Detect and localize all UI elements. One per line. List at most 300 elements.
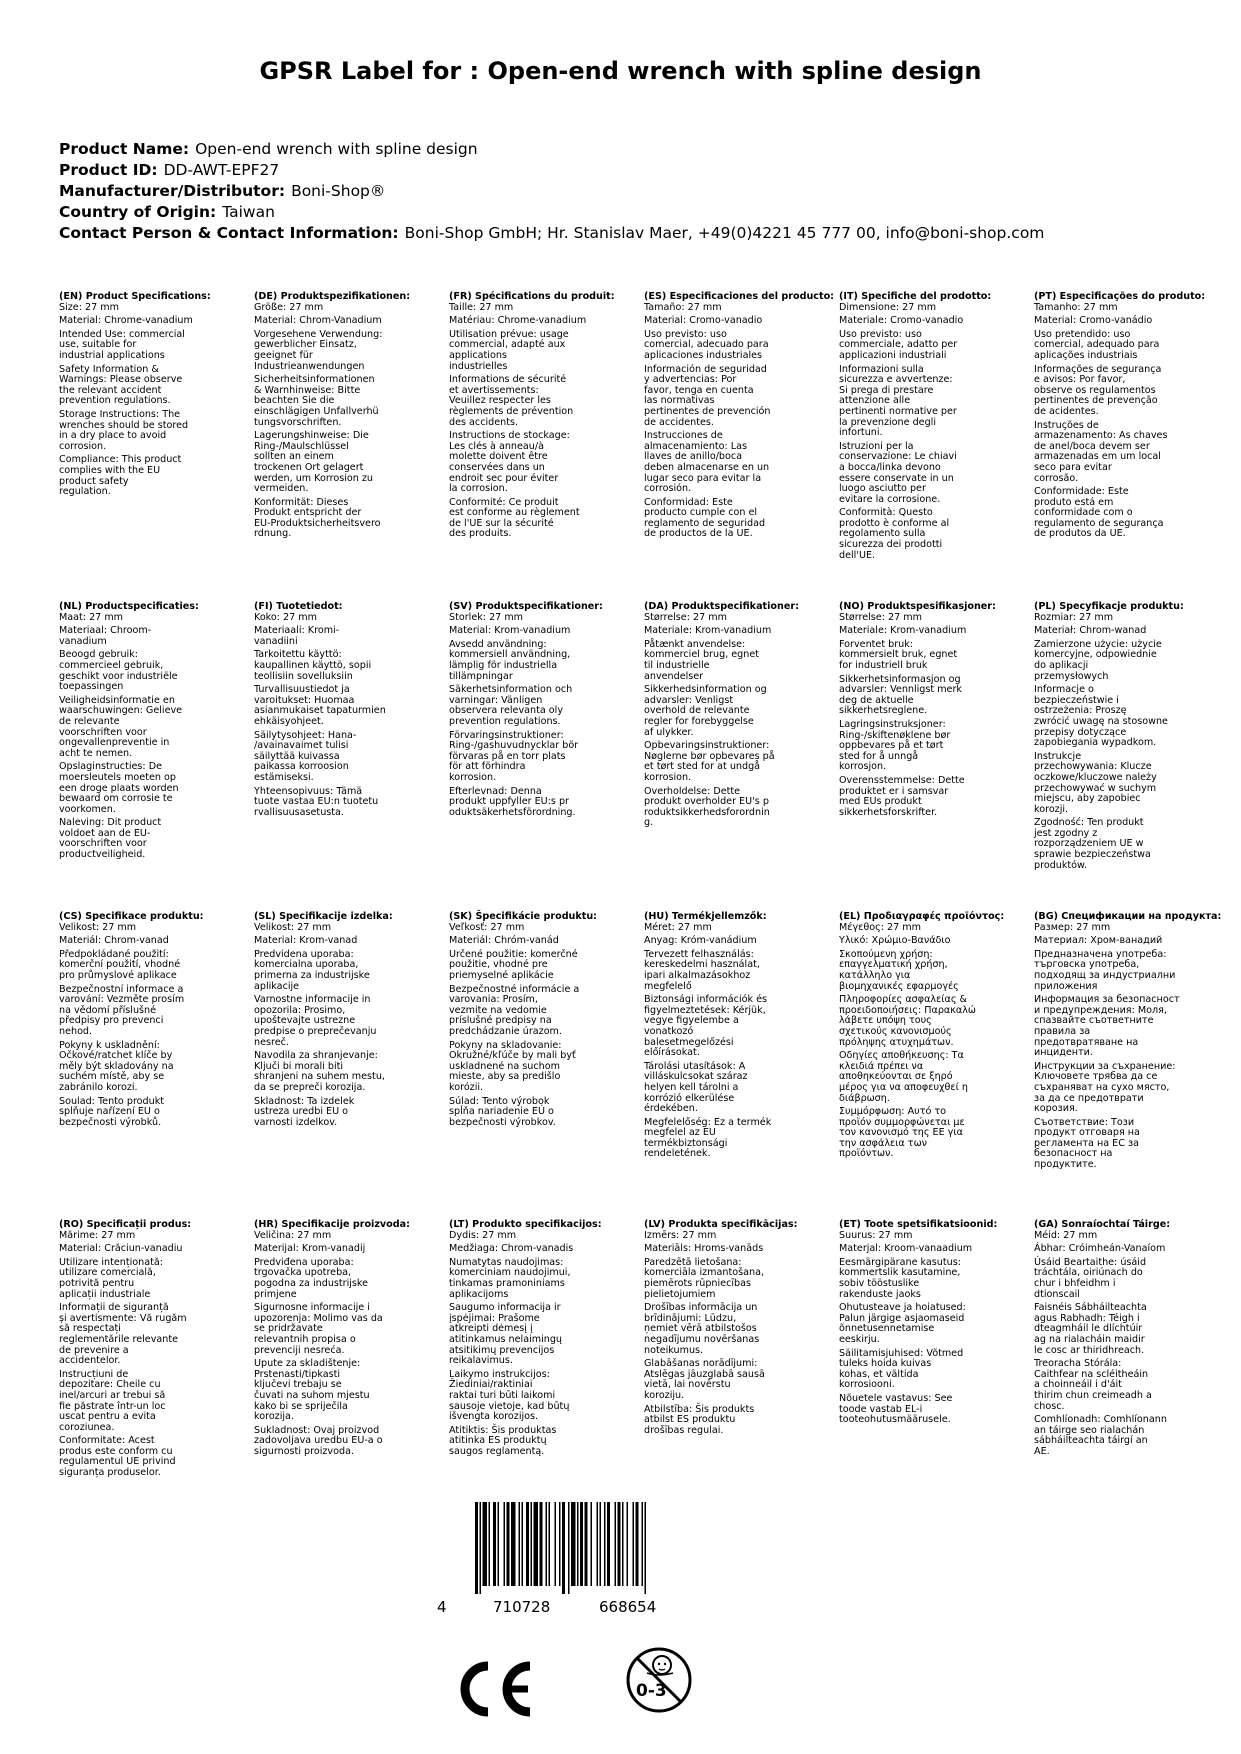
- spec-line: korrosion.: [644, 771, 692, 783]
- spec-line: Instructions de stockage:: [449, 430, 570, 442]
- spec-line: Compliance: This product: [59, 454, 182, 466]
- spec-line: AE.: [1034, 1445, 1050, 1457]
- spec-line: įspėjimai: Prašome: [449, 1312, 540, 1324]
- spec-paragraph: [449, 923, 639, 934]
- spec-line: Materiaali: Kromi-: [254, 625, 340, 637]
- spec-line: Instrukcje: [1034, 750, 1082, 762]
- spec-line: et tørt sted for at undgå: [644, 761, 761, 773]
- spec-line: trockenen Ort gelagert: [254, 461, 364, 473]
- spec-line: werden, um Korrosion zu: [254, 472, 374, 484]
- spec-line: almacenamiento: Las: [644, 440, 748, 452]
- spec-line: varoitukset: Huomaa: [254, 694, 355, 706]
- spec-paragraph: [839, 1258, 1029, 1300]
- spec-line: sikkerhetsforskrifter.: [839, 806, 938, 818]
- spec-paragraph: [254, 731, 444, 784]
- spec-line: inel/arcuri ar trebui să: [59, 1389, 166, 1401]
- spec-line: Očkové/ratchet klíče by: [59, 1050, 173, 1062]
- language-block: [1034, 912, 1224, 1171]
- spec-line: Uso pretendido: uso: [1034, 328, 1131, 340]
- spec-line: de anel/boca devem ser: [1034, 440, 1150, 452]
- spec-line: produkt uppfyller EU:s pr: [449, 796, 570, 808]
- spec-paragraph: [839, 626, 1029, 637]
- spec-line: atitinka ES produktų: [449, 1435, 547, 1447]
- spec-line: čuvati na suhom mjestu: [254, 1389, 370, 1401]
- spec-paragraph: [449, 731, 639, 784]
- spec-line: sausoje vietoje, kad būtų: [449, 1400, 570, 1412]
- spec-line: produktów.: [1034, 859, 1088, 871]
- spec-paragraph: [644, 365, 834, 429]
- language-block: [839, 602, 1029, 818]
- spec-line: sikkerhetsreglene.: [839, 705, 928, 717]
- spec-line: Biztonsági információk és: [644, 994, 767, 1006]
- barcode-bar: [622, 1502, 624, 1586]
- spec-line: prodotto è conforme al: [839, 517, 950, 529]
- spec-line: sigurnosti proizvoda.: [254, 1445, 354, 1457]
- spec-line: Materiál: Chrom-vanad: [59, 935, 169, 947]
- spec-paragraph: [644, 787, 834, 829]
- spec-line: vietā, lai novērstu: [644, 1379, 731, 1391]
- spec-line: Conformidade: Este: [1034, 486, 1129, 498]
- spec-paragraph: [644, 316, 834, 327]
- spec-line: siguranța produselor.: [59, 1467, 161, 1479]
- spec-line: wrenches should be stored: [59, 419, 189, 431]
- spec-line: použitie, vhodné pre: [449, 959, 548, 971]
- spec-paragraph: [1034, 1303, 1224, 1356]
- spec-line: Izmērs: 27 mm: [644, 1229, 717, 1241]
- spec-line: Glabāšanas norādījumi:: [644, 1358, 758, 1370]
- spec-line: primerna za industrijske: [254, 969, 370, 981]
- spec-paragraph: [644, 498, 834, 540]
- spec-line: Veľkosť: 27 mm: [449, 921, 525, 933]
- spec-paragraph: [839, 1244, 1029, 1255]
- spec-paragraph: [449, 1097, 639, 1129]
- spec-paragraph: [1034, 487, 1224, 540]
- spec-paragraph: [449, 303, 639, 314]
- spec-paragraph: [254, 626, 444, 647]
- language-block: [59, 602, 249, 861]
- spec-line: anvendelser: [644, 670, 704, 682]
- spec-line: Påtænkt anvendelse:: [644, 638, 746, 650]
- spec-paragraph: [59, 923, 249, 934]
- spec-line: Velikost: 27 mm: [59, 921, 137, 933]
- spec-line: säilyttää kuivassa: [254, 750, 340, 762]
- barcode-bar: [522, 1502, 524, 1586]
- spec-line: την ασφάλεια των: [839, 1137, 927, 1149]
- spec-line: Beoogd gebruik:: [59, 649, 139, 661]
- spec-line: Lagerungshinweise: Die: [254, 430, 369, 442]
- spec-line: Förvaringsinstruktioner:: [449, 729, 564, 741]
- spec-line: Predvidena uporaba:: [254, 948, 354, 960]
- spec-line: регламента на ЕС за: [1034, 1137, 1139, 1149]
- spec-line: Conformità: Questo: [839, 507, 933, 519]
- age-label: 0-3: [636, 1681, 667, 1701]
- spec-line: vanadiini: [254, 635, 298, 647]
- language-header: (SL) Specifikacije izdelka:: [254, 911, 393, 922]
- spec-line: ehkäisyohjeet.: [254, 715, 324, 727]
- language-block: [839, 912, 1029, 1160]
- spec-line: reikalavimus.: [449, 1355, 513, 1367]
- spec-paragraph: [1034, 950, 1224, 992]
- spec-line: měly být skladovány na: [59, 1060, 174, 1072]
- spec-paragraph: [449, 640, 639, 682]
- spec-line: g.: [644, 817, 654, 829]
- spec-paragraph: [839, 1394, 1029, 1426]
- info-row: [59, 223, 1199, 244]
- spec-line: megfelel az EU: [644, 1127, 716, 1139]
- spec-line: Veličina: 27 mm: [254, 1229, 332, 1241]
- spec-line: Konformität: Dieses: [254, 496, 349, 508]
- language-block: [1034, 1220, 1224, 1457]
- barcode-bar: [597, 1502, 599, 1586]
- spec-line: Ring-/skiftenøklene bør: [839, 729, 951, 741]
- barcode-digit-left: 710728: [493, 1598, 551, 1616]
- spec-line: προειδοποιήσεις: Παρακαλώ: [839, 1004, 976, 1016]
- spec-line: Les clés à anneau/à: [449, 440, 544, 452]
- language-block: [644, 912, 834, 1160]
- spec-line: de accidentes.: [644, 416, 714, 428]
- spec-line: sprawie bezpieczeństwa: [1034, 849, 1151, 861]
- spec-line: ostrzeżenia: Proszę: [1034, 705, 1127, 717]
- spec-paragraph: [449, 330, 639, 372]
- spec-line: et avertissements:: [449, 384, 539, 396]
- spec-line: βιομηχανικές εφαρμογές: [839, 980, 959, 992]
- spec-line: Naleving: Dit product: [59, 817, 162, 829]
- barcode-bar: [546, 1502, 548, 1586]
- spec-line: producto cumple con el: [644, 507, 758, 519]
- spec-line: Lagringsinstruksjoner:: [839, 718, 946, 730]
- spec-paragraph: [254, 1303, 444, 1356]
- spec-line: подходящ за индустриални: [1034, 969, 1176, 981]
- spec-line: išvengta korozijos.: [449, 1411, 539, 1423]
- spec-line: Информация за безопасност: [1034, 994, 1180, 1006]
- spec-paragraph: [449, 985, 639, 1038]
- spec-line: tuote vastaa EU:n tuotetu: [254, 796, 379, 808]
- spec-line: Méret: 27 mm: [644, 921, 712, 933]
- spec-line: Zamierzone użycie: użycie: [1034, 638, 1162, 650]
- spec-line: reglamento de seguridad: [644, 517, 766, 529]
- spec-line: de relevante: [59, 715, 120, 727]
- spec-paragraph: [59, 1231, 249, 1242]
- barcode-bar: [540, 1502, 543, 1586]
- spec-line: corrosion.: [59, 440, 107, 452]
- info-value: DD-AWT-EPF27: [163, 161, 280, 179]
- spec-line: przechowywać w suchym: [1034, 782, 1157, 794]
- spec-line: Nõuetele vastavus: See: [839, 1392, 953, 1404]
- spec-line: tinkamas pramoniniams: [449, 1277, 565, 1289]
- spec-line: vanadium: [59, 635, 107, 647]
- spec-paragraph: [59, 330, 249, 362]
- barcode-bar: [504, 1502, 506, 1586]
- spec-line: Úsáid Beartaithe: úsáid: [1034, 1256, 1147, 1268]
- spec-line: tungsvorschriften.: [254, 416, 342, 428]
- spec-line: Инструкции за съхранение:: [1034, 1060, 1176, 1072]
- spec-line: varovania: Prosím,: [449, 994, 538, 1006]
- spec-line: est conforme au règlement: [449, 507, 580, 519]
- spec-line: Informazioni sulla: [839, 363, 924, 375]
- barcode-bar: [480, 1502, 482, 1594]
- spec-line: ustreza uredbi EU o: [254, 1106, 349, 1118]
- spec-line: rendeletének.: [644, 1148, 711, 1160]
- spec-line: Ábhar: Cróimheán-Vanaíom: [1034, 1243, 1166, 1255]
- spec-line: productveiligheid.: [59, 849, 146, 861]
- spec-line: pogodna za industrijske: [254, 1277, 369, 1289]
- spec-line: príslušné predpisy na: [449, 1015, 552, 1027]
- spec-line: Žiediniai/raktiniai: [449, 1379, 533, 1391]
- spec-line: korrosiooni.: [839, 1379, 895, 1391]
- spec-paragraph: [254, 375, 444, 428]
- spec-line: Méid: 27 mm: [1034, 1229, 1098, 1241]
- spec-line: prevention regulations.: [59, 395, 171, 407]
- spec-line: předpisy pro prevenci: [59, 1015, 164, 1027]
- spec-line: Predviđena uporaba:: [254, 1256, 354, 1268]
- spec-line: estämiseksi.: [254, 771, 314, 783]
- spec-line: Størrelse: 27 mm: [839, 611, 922, 623]
- info-label: Manufacturer/Distributor:: [59, 182, 286, 200]
- spec-paragraph: [1034, 1258, 1224, 1300]
- spec-line: vonatkozó: [644, 1025, 694, 1037]
- spec-line: for industriell bruk: [839, 659, 928, 671]
- spec-line: gewerblicher Einsatz,: [254, 339, 357, 351]
- spec-line: pro průmyslové aplikace: [59, 969, 177, 981]
- spec-line: oduktsäkerhetsförordning.: [449, 806, 576, 818]
- barcode-bar: [511, 1502, 516, 1586]
- spec-line: dell'UE.: [839, 549, 876, 561]
- spec-line: aplikacije: [254, 980, 300, 992]
- language-block: [59, 1220, 249, 1479]
- spec-paragraph: [449, 936, 639, 947]
- spec-line: chosc.: [1034, 1400, 1065, 1412]
- spec-line: ključevi trebaju se: [254, 1379, 342, 1391]
- spec-line: de prevenire a: [59, 1344, 129, 1356]
- spec-paragraph: [1034, 1359, 1224, 1412]
- language-block: [1034, 602, 1224, 871]
- spec-paragraph: [254, 1231, 444, 1242]
- spec-line: Opbevaringsinstruktioner:: [644, 740, 770, 752]
- spec-line: Instruções de: [1034, 419, 1099, 431]
- barcode-bar: [571, 1502, 576, 1586]
- spec-line: EU-Produktsicherheitsvero: [254, 517, 381, 529]
- spec-line: przemysłowych: [1034, 670, 1109, 682]
- spec-line: tillämpningar: [449, 670, 513, 682]
- spec-line: trgovačka upotreba,: [254, 1267, 352, 1279]
- spec-line: διάβρωση.: [839, 1092, 890, 1104]
- spec-paragraph: [449, 1244, 639, 1255]
- spec-paragraph: [839, 365, 1029, 439]
- spec-line: Ključi bi morali biti: [254, 1060, 344, 1072]
- spec-line: Pokyny na skladovanie:: [449, 1039, 562, 1051]
- barcode-digit-first: 4: [437, 1598, 447, 1616]
- spec-paragraph: [839, 1349, 1029, 1391]
- spec-line: complies with the EU: [59, 464, 161, 476]
- spec-paragraph: [59, 985, 249, 1038]
- spec-line: Conformité: Ce produit: [449, 496, 559, 508]
- spec-line: търговска употреба,: [1034, 959, 1140, 971]
- spec-line: Informacje o: [1034, 684, 1094, 696]
- barcode-bar: [607, 1502, 610, 1586]
- spec-line: oppbevares på et tørt: [839, 740, 944, 752]
- barcode: [435, 1502, 735, 1632]
- spec-line: Veiligheidsinformatie en: [59, 694, 175, 706]
- spec-paragraph: [449, 1303, 639, 1367]
- spec-line: bezpečnosti výrobků.: [59, 1116, 162, 1128]
- spec-paragraph: [1034, 1244, 1224, 1255]
- spec-line: Suurus: 27 mm: [839, 1229, 913, 1241]
- spec-paragraph: [449, 1370, 639, 1423]
- spec-line: Warnings: Please observe: [59, 374, 183, 386]
- spec-line: érdekében.: [644, 1103, 698, 1115]
- spec-line: accidentelor.: [59, 1355, 121, 1367]
- spec-line: Zgodność: Ten produkt: [1034, 817, 1144, 829]
- language-block: [644, 292, 834, 540]
- spec-line: Ключовете трябва да се: [1034, 1071, 1158, 1083]
- spec-paragraph: [59, 650, 249, 692]
- barcode-bar: [559, 1502, 561, 1586]
- spec-line: an táirge seo rialachán: [1034, 1424, 1145, 1436]
- spec-line: Utilisation prévue: usage: [449, 328, 569, 340]
- spec-paragraph: [254, 1359, 444, 1423]
- spec-line: kaupallinen käyttö, sopii: [254, 659, 372, 671]
- spec-line: Tamanho: 27 mm: [1034, 301, 1118, 313]
- spec-line: produs este conform cu: [59, 1445, 173, 1457]
- spec-line: Material: Crăciun-vanadiu: [59, 1243, 183, 1255]
- spec-paragraph: [59, 455, 249, 497]
- spec-line: zabránilo korozi.: [59, 1081, 138, 1093]
- spec-line: priemyselné aplikácie: [449, 969, 554, 981]
- spec-line: Avsedd användning:: [449, 638, 547, 650]
- spec-line: uscat pentru a evita: [59, 1411, 156, 1423]
- spec-line: relevantnih propisa o: [254, 1333, 356, 1345]
- spec-paragraph: [449, 1041, 639, 1094]
- spec-line: de produtos da UE.: [1034, 528, 1126, 540]
- spec-line: le cosc ar thiridhreach.: [1034, 1344, 1145, 1356]
- spec-line: jest zgodny z: [1034, 827, 1098, 839]
- spec-line: Forventet bruk:: [839, 638, 914, 650]
- spec-line: Matériau: Chrome-vanadium: [449, 315, 587, 327]
- spec-line: предотвратяване на: [1034, 1036, 1139, 1048]
- spec-paragraph: [1034, 936, 1224, 947]
- spec-line: Atbilstība: Šis produkts: [644, 1403, 755, 1415]
- spec-line: Tervezett felhasználás:: [644, 948, 754, 960]
- spec-line: Efterlevnad: Denna: [449, 785, 542, 797]
- spec-line: predchádzanie úrazom.: [449, 1025, 562, 1037]
- language-block: [254, 1220, 444, 1457]
- spec-line: Pokyny k uskladnění:: [59, 1039, 160, 1051]
- spec-line: nehod.: [59, 1025, 93, 1037]
- spec-line: Materiál: Chróm-vanád: [449, 935, 559, 947]
- barcode-bar: [493, 1502, 496, 1586]
- spec-line: επαγγελματική χρήση,: [839, 959, 948, 971]
- spec-line: depozitare: Cheile cu: [59, 1379, 161, 1391]
- spec-line: Materjal: Kroom-vanaadium: [839, 1243, 973, 1255]
- spec-line: paikassa korroosion: [254, 761, 349, 773]
- spec-line: potrivită pentru: [59, 1277, 135, 1289]
- spec-line: ņemiet vērā atbilstošos: [644, 1323, 757, 1335]
- spec-line: règlements de prévention: [449, 405, 574, 417]
- spec-paragraph: [59, 1041, 249, 1094]
- spec-line: Treoracha Stórála:: [1034, 1358, 1122, 1370]
- language-header: (EN) Product Specifications:: [59, 291, 211, 302]
- spec-line: nesreč.: [254, 1036, 289, 1048]
- barcode-bar: [577, 1502, 579, 1586]
- spec-line: vezmite na vedomie: [449, 1004, 547, 1016]
- spec-line: Размер: 27 mm: [1034, 921, 1111, 933]
- spec-line: voldoet aan de EU-: [59, 827, 151, 839]
- spec-paragraph: [644, 330, 834, 362]
- spec-paragraph: [254, 1051, 444, 1093]
- spec-line: thirim chun creimeadh a: [1034, 1389, 1152, 1401]
- spec-paragraph: [644, 936, 834, 947]
- spec-line: Anyag: Króm-vanádium: [644, 935, 757, 947]
- spec-line: Yhteensopivuus: Tämä: [254, 785, 363, 797]
- spec-line: tuleks hoida kuivas: [839, 1358, 932, 1370]
- spec-line: tooteohutusmäärusele.: [839, 1414, 951, 1426]
- spec-line: korozji.: [1034, 803, 1069, 815]
- spec-paragraph: [59, 1244, 249, 1255]
- spec-line: lämplig för industriella: [449, 659, 558, 671]
- spec-line: dteagmháil le dlíchtúir: [1034, 1323, 1143, 1335]
- spec-line: endroit sec pour éviter: [449, 472, 559, 484]
- spec-line: Overholdelse: Dette: [644, 785, 741, 797]
- spec-line: aplicaciones industriales: [644, 349, 763, 361]
- product-info: [59, 139, 1199, 244]
- spec-line: Säkerhetsinformation och: [449, 684, 573, 696]
- language-block: [254, 602, 444, 818]
- spec-line: Taille: 27 mm: [449, 301, 514, 313]
- info-row: [59, 160, 1199, 181]
- barcode-bar: [507, 1502, 510, 1586]
- spec-line: Laikymo instrukcijos:: [449, 1368, 550, 1380]
- spec-line: Prstenasti/tipkasti: [254, 1368, 341, 1380]
- spec-paragraph: [1034, 330, 1224, 362]
- spec-line: Säilitamisjuhised: Võtmed: [839, 1347, 964, 1359]
- language-header: (LV) Produkta specifikācijas:: [644, 1219, 798, 1230]
- spec-line: prevention regulations.: [449, 715, 561, 727]
- spec-paragraph: [839, 613, 1029, 624]
- spec-line: Medžiaga: Chrom-vanadis: [449, 1243, 574, 1255]
- spec-line: evitare la corrosione.: [839, 493, 941, 505]
- spec-line: deg de aktuelle: [839, 694, 914, 706]
- spec-paragraph: [644, 1303, 834, 1356]
- spec-paragraph: [1034, 1062, 1224, 1115]
- spec-paragraph: [839, 1107, 1029, 1160]
- spec-line: coroziunea.: [59, 1421, 115, 1433]
- spec-paragraph: [644, 640, 834, 682]
- spec-paragraph: [644, 685, 834, 738]
- spec-line: product safety: [59, 475, 129, 487]
- spec-line: figyelmeztetések: Kérjük,: [644, 1004, 766, 1016]
- spec-line: Uso previsto: uso: [644, 328, 727, 340]
- spec-line: πρόληψης ατυχημάτων.: [839, 1036, 954, 1048]
- spec-line: Tárolási utasítások: A: [644, 1060, 746, 1072]
- spec-line: Materiał: Chrom-wanad: [1034, 625, 1147, 637]
- spec-paragraph: [644, 950, 834, 992]
- language-header: (FI) Tuotetiedot:: [254, 601, 343, 612]
- spec-line: observera relevanta oly: [449, 705, 564, 717]
- spec-line: Nøglerne bør opbevares på: [644, 750, 775, 762]
- info-row: [59, 181, 1199, 202]
- spec-paragraph: [59, 365, 249, 407]
- spec-line: regolamento sulla: [839, 528, 926, 540]
- spec-line: korozija.: [254, 1411, 294, 1423]
- spec-line: przechowywania: Klucze: [1034, 761, 1152, 773]
- spec-line: Sicherheitsinformationen: [254, 374, 375, 386]
- spec-line: kohas, et vältida: [839, 1368, 919, 1380]
- language-header: (GA) Sonraíochtaí Táirge:: [1034, 1219, 1171, 1230]
- spec-line: zadovoljava uredbu EU-a o: [254, 1435, 383, 1447]
- spec-line: de acidentes.: [1034, 405, 1099, 417]
- spec-line: Ohutusteave ja hoiatused:: [839, 1302, 966, 1314]
- spec-line: atkreipti dėmesį į: [449, 1323, 533, 1335]
